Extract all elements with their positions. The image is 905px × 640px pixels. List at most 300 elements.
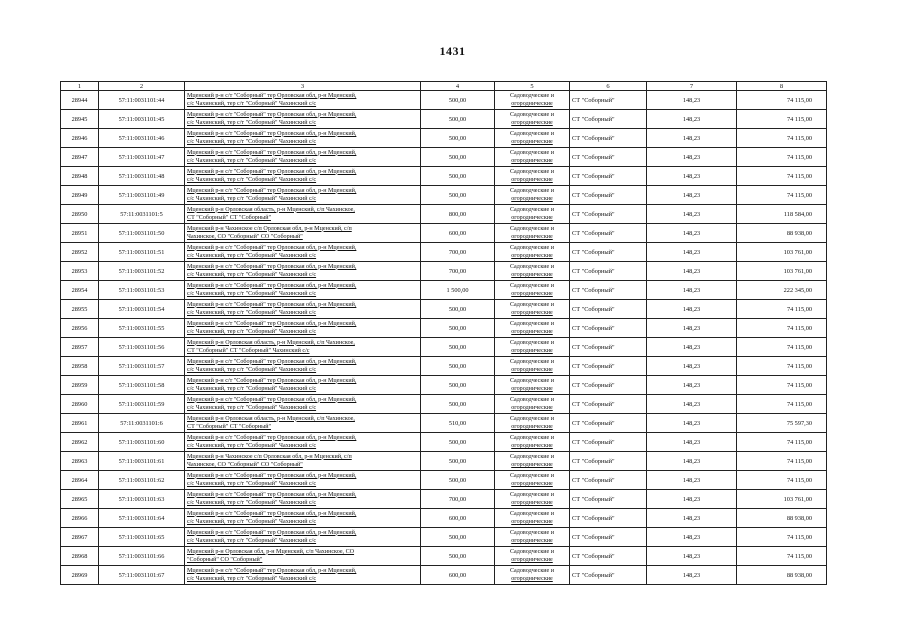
land-use-line: Садоводческие и bbox=[509, 510, 555, 517]
owner-name: СТ "Соборный" bbox=[570, 319, 647, 338]
land-use-line: огороднические bbox=[511, 519, 553, 525]
rate-value: 148,23 bbox=[647, 566, 737, 585]
owner-name: СТ "Соборный" bbox=[570, 547, 647, 566]
cadastral-value: 74 115,00 bbox=[737, 338, 827, 357]
rate-value: 148,23 bbox=[647, 376, 737, 395]
owner-name: СТ "Соборный" bbox=[570, 509, 647, 528]
rate-value: 148,23 bbox=[647, 547, 737, 566]
land-use-line: огороднические bbox=[511, 405, 553, 411]
address-line: с/с Чахинский, тер с/т "Соборный" Чахинский с/с bbox=[187, 253, 317, 259]
cadastral-number: 57:11:0031101:53 bbox=[99, 281, 185, 300]
land-use-cell bbox=[495, 300, 570, 319]
address-line: Мценский р-н с/т "Соборный" тер Орловская обл, р-н Мценский, bbox=[187, 491, 357, 498]
table-row bbox=[61, 129, 827, 148]
address-cell bbox=[185, 262, 421, 281]
area-value: 500,00 bbox=[421, 528, 495, 547]
land-use-line: Садоводческие и bbox=[509, 244, 555, 251]
owner-name: СТ "Соборный" bbox=[570, 167, 647, 186]
land-use-line: Садоводческие и bbox=[509, 130, 555, 137]
land-use-line: огороднические bbox=[511, 234, 553, 240]
land-use-line: Садоводческие и bbox=[509, 377, 555, 384]
land-use-line: огороднические bbox=[511, 196, 553, 202]
address-line: с/с Чахинский, тер с/т "Соборный" Чахинский с/с bbox=[187, 519, 317, 525]
land-use-line: Садоводческие и bbox=[509, 339, 555, 346]
land-use-line: Садоводческие и bbox=[509, 396, 555, 403]
address-cell bbox=[185, 566, 421, 585]
cadastral-number: 57:11:0031101:5 bbox=[99, 205, 185, 224]
land-use-line: огороднические bbox=[511, 329, 553, 335]
cadastral-number: 57:11:0031101:66 bbox=[99, 547, 185, 566]
column-number: 3 bbox=[185, 82, 421, 91]
cadastral-value: 74 115,00 bbox=[737, 167, 827, 186]
cadastral-value: 222 345,00 bbox=[737, 281, 827, 300]
address-cell bbox=[185, 281, 421, 300]
rate-value: 148,23 bbox=[647, 110, 737, 129]
cadastral-value: 88 938,00 bbox=[737, 509, 827, 528]
land-use-line: Садоводческие и bbox=[509, 92, 555, 99]
rate-value: 148,23 bbox=[647, 433, 737, 452]
land-use-line: огороднические bbox=[511, 500, 553, 506]
land-use-line: огороднические bbox=[511, 253, 553, 259]
land-use-cell bbox=[495, 338, 570, 357]
cadastral-value: 74 115,00 bbox=[737, 319, 827, 338]
cadastral-number: 57:11:0031101:58 bbox=[99, 376, 185, 395]
land-use-line: огороднические bbox=[511, 576, 553, 582]
cadastral-value: 74 115,00 bbox=[737, 471, 827, 490]
row-number: 28947 bbox=[61, 148, 99, 167]
land-use-line: огороднические bbox=[511, 557, 553, 563]
cadastral-number: 57:11:0031101:60 bbox=[99, 433, 185, 452]
owner-name: СТ "Соборный" bbox=[570, 262, 647, 281]
address-line: с/с Чахинский, тер с/т "Соборный" Чахинский с/с bbox=[187, 310, 317, 316]
owner-name: СТ "Соборный" bbox=[570, 281, 647, 300]
table-row bbox=[61, 357, 827, 376]
table-row bbox=[61, 91, 827, 110]
table-row bbox=[61, 243, 827, 262]
owner-name: СТ "Соборный" bbox=[570, 357, 647, 376]
area-value: 500,00 bbox=[421, 319, 495, 338]
land-use-line: огороднические bbox=[511, 462, 553, 468]
rate-value: 148,23 bbox=[647, 509, 737, 528]
row-number: 28949 bbox=[61, 186, 99, 205]
area-value: 500,00 bbox=[421, 91, 495, 110]
cadastral-number: 57:11:0031101:44 bbox=[99, 91, 185, 110]
table-row bbox=[61, 395, 827, 414]
address-cell bbox=[185, 243, 421, 262]
rate-value: 148,23 bbox=[647, 224, 737, 243]
cadastral-value: 74 115,00 bbox=[737, 148, 827, 167]
address-cell bbox=[185, 129, 421, 148]
table-row bbox=[61, 490, 827, 509]
rate-value: 148,23 bbox=[647, 281, 737, 300]
address-line: Мценский р-н с/т "Соборный" тер Орловская обл, р-н Мценский, bbox=[187, 320, 357, 327]
table-row bbox=[61, 509, 827, 528]
address-line: Мценский р-н Орловская область, р-н Мценский, с/п Чахинское, bbox=[187, 339, 355, 346]
land-use-line: Садоводческие и bbox=[509, 472, 555, 479]
land-registry-table bbox=[60, 81, 827, 585]
cadastral-value: 74 115,00 bbox=[737, 91, 827, 110]
cadastral-number: 57:11:0031101:64 bbox=[99, 509, 185, 528]
land-use-cell bbox=[495, 262, 570, 281]
cadastral-number: 57:11:0031101:67 bbox=[99, 566, 185, 585]
row-number: 28966 bbox=[61, 509, 99, 528]
owner-name: СТ "Соборный" bbox=[570, 300, 647, 319]
address-line: с/с Чахинский, тер с/т "Соборный" Чахинский с/с bbox=[187, 101, 317, 107]
address-cell bbox=[185, 205, 421, 224]
table-body bbox=[61, 82, 827, 585]
address-cell bbox=[185, 91, 421, 110]
rate-value: 148,23 bbox=[647, 490, 737, 509]
land-use-line: Садоводческие и bbox=[509, 415, 555, 422]
table-row bbox=[61, 566, 827, 585]
table-row bbox=[61, 452, 827, 471]
table-row bbox=[61, 110, 827, 129]
address-line: Мценский р-н с/т "Соборный" тер Орловская обл, р-н Мценский, bbox=[187, 282, 357, 289]
owner-name: СТ "Соборный" bbox=[570, 452, 647, 471]
land-use-line: Садоводческие и bbox=[509, 434, 555, 441]
area-value: 600,00 bbox=[421, 509, 495, 528]
cadastral-value: 74 115,00 bbox=[737, 452, 827, 471]
area-value: 1 500,00 bbox=[421, 281, 495, 300]
land-use-cell bbox=[495, 224, 570, 243]
land-use-line: огороднические bbox=[511, 538, 553, 544]
land-use-cell bbox=[495, 490, 570, 509]
area-value: 500,00 bbox=[421, 357, 495, 376]
area-value: 500,00 bbox=[421, 547, 495, 566]
cadastral-value: 118 584,00 bbox=[737, 205, 827, 224]
address-line: Мценский р-н с/т "Соборный" тер Орловская обл, р-н Мценский, bbox=[187, 92, 357, 99]
cadastral-value: 88 938,00 bbox=[737, 566, 827, 585]
address-line: Мценский р-н с/т "Соборный" тер Орловская обл, р-н Мценский, bbox=[187, 111, 357, 118]
owner-name: СТ "Соборный" bbox=[570, 224, 647, 243]
address-cell bbox=[185, 547, 421, 566]
cadastral-value: 103 761,00 bbox=[737, 490, 827, 509]
cadastral-value: 74 115,00 bbox=[737, 110, 827, 129]
address-line: "Соборный" СО "Соборный" bbox=[187, 557, 263, 563]
land-use-line: огороднические bbox=[511, 158, 553, 164]
area-value: 500,00 bbox=[421, 167, 495, 186]
area-value: 510,00 bbox=[421, 414, 495, 433]
land-use-line: Садоводческие и bbox=[509, 225, 555, 232]
table-row bbox=[61, 338, 827, 357]
land-use-cell bbox=[495, 566, 570, 585]
address-line: Мценский р-н с/т "Соборный" тер Орловская обл, р-н Мценский, bbox=[187, 244, 357, 251]
cadastral-value: 103 761,00 bbox=[737, 243, 827, 262]
row-number: 28958 bbox=[61, 357, 99, 376]
table-row bbox=[61, 205, 827, 224]
row-number: 28945 bbox=[61, 110, 99, 129]
cadastral-number: 57:11:0031101:63 bbox=[99, 490, 185, 509]
land-use-line: Садоводческие и bbox=[509, 320, 555, 327]
address-line: Мценский р-н с/т "Соборный" тер Орловская обл, р-н Мценский, bbox=[187, 149, 357, 156]
cadastral-number: 57:11:0031101:57 bbox=[99, 357, 185, 376]
land-use-line: Садоводческие и bbox=[509, 263, 555, 270]
table-row bbox=[61, 547, 827, 566]
rate-value: 148,23 bbox=[647, 262, 737, 281]
address-line: Мценский р-н Орловская обл, р-н Мценский, с/п Чахинское, СО bbox=[187, 548, 355, 555]
area-value: 700,00 bbox=[421, 490, 495, 509]
cadastral-number: 57:11:0031101:47 bbox=[99, 148, 185, 167]
address-line: с/с Чахинский, тер с/т "Соборный" Чахинский с/с bbox=[187, 386, 317, 392]
cadastral-value: 74 115,00 bbox=[737, 357, 827, 376]
table-row bbox=[61, 319, 827, 338]
land-use-line: Садоводческие и bbox=[509, 301, 555, 308]
land-use-line: огороднические bbox=[511, 443, 553, 449]
area-value: 500,00 bbox=[421, 376, 495, 395]
address-line: с/с Чахинский, тер с/т "Соборный" Чахинский с/с bbox=[187, 329, 317, 335]
table-row bbox=[61, 528, 827, 547]
table-row bbox=[61, 262, 827, 281]
address-line: СТ "Соборный" СТ "Соборный" Чахинский с/с bbox=[187, 348, 310, 354]
address-line: Мценский р-н с/т "Соборный" тер Орловская обл, р-н Мценский, bbox=[187, 377, 357, 384]
address-cell bbox=[185, 186, 421, 205]
land-use-line: огороднические bbox=[511, 272, 553, 278]
land-use-line: Садоводческие и bbox=[509, 168, 555, 175]
land-use-cell bbox=[495, 414, 570, 433]
rate-value: 148,23 bbox=[647, 452, 737, 471]
row-number: 28965 bbox=[61, 490, 99, 509]
area-value: 500,00 bbox=[421, 186, 495, 205]
land-use-cell bbox=[495, 243, 570, 262]
table-row bbox=[61, 167, 827, 186]
address-line: с/с Чахинский, тер с/т "Соборный" Чахинский с/с bbox=[187, 272, 317, 278]
rate-value: 148,23 bbox=[647, 414, 737, 433]
table-row bbox=[61, 433, 827, 452]
address-cell bbox=[185, 395, 421, 414]
land-use-cell bbox=[495, 129, 570, 148]
area-value: 500,00 bbox=[421, 433, 495, 452]
land-use-cell bbox=[495, 205, 570, 224]
row-number: 28959 bbox=[61, 376, 99, 395]
row-number: 28946 bbox=[61, 129, 99, 148]
row-number: 28951 bbox=[61, 224, 99, 243]
cadastral-number: 57:11:0031101:62 bbox=[99, 471, 185, 490]
row-number: 28953 bbox=[61, 262, 99, 281]
land-use-line: огороднические bbox=[511, 424, 553, 430]
cadastral-number: 57:11:0031101:55 bbox=[99, 319, 185, 338]
address-cell bbox=[185, 338, 421, 357]
cadastral-value: 88 938,00 bbox=[737, 224, 827, 243]
owner-name: СТ "Соборный" bbox=[570, 490, 647, 509]
cadastral-value: 74 115,00 bbox=[737, 395, 827, 414]
row-number: 28964 bbox=[61, 471, 99, 490]
rate-value: 148,23 bbox=[647, 338, 737, 357]
land-use-cell bbox=[495, 319, 570, 338]
address-cell bbox=[185, 300, 421, 319]
address-cell bbox=[185, 414, 421, 433]
address-line: с/с Чахинский, тер с/т "Соборный" Чахинский с/с bbox=[187, 120, 317, 126]
land-use-cell bbox=[495, 509, 570, 528]
owner-name: СТ "Соборный" bbox=[570, 91, 647, 110]
address-line: Мценский р-н с/т "Соборный" тер Орловская обл, р-н Мценский, bbox=[187, 434, 357, 441]
land-use-cell bbox=[495, 357, 570, 376]
cadastral-value: 74 115,00 bbox=[737, 129, 827, 148]
address-line: с/с Чахинский, тер с/т "Соборный" Чахинский с/с bbox=[187, 139, 317, 145]
land-use-line: огороднические bbox=[511, 291, 553, 297]
land-use-line: Садоводческие и bbox=[509, 187, 555, 194]
column-number: 7 bbox=[647, 82, 737, 91]
owner-name: СТ "Соборный" bbox=[570, 205, 647, 224]
owner-name: СТ "Соборный" bbox=[570, 129, 647, 148]
table-row bbox=[61, 471, 827, 490]
address-cell bbox=[185, 167, 421, 186]
rate-value: 148,23 bbox=[647, 471, 737, 490]
address-line: с/с Чахинский, тер с/т "Соборный" Чахинский с/с bbox=[187, 367, 317, 373]
address-cell bbox=[185, 433, 421, 452]
land-use-line: огороднические bbox=[511, 139, 553, 145]
rate-value: 148,23 bbox=[647, 395, 737, 414]
cadastral-value: 75 597,30 bbox=[737, 414, 827, 433]
address-line: Мценский р-н с/т "Соборный" тер Орловская обл, р-н Мценский, bbox=[187, 168, 357, 175]
rate-value: 148,23 bbox=[647, 528, 737, 547]
land-use-cell bbox=[495, 395, 570, 414]
row-number: 28952 bbox=[61, 243, 99, 262]
land-use-line: Садоводческие и bbox=[509, 491, 555, 498]
land-use-line: огороднические bbox=[511, 367, 553, 373]
rate-value: 148,23 bbox=[647, 300, 737, 319]
owner-name: СТ "Соборный" bbox=[570, 148, 647, 167]
land-use-cell bbox=[495, 547, 570, 566]
owner-name: СТ "Соборный" bbox=[570, 376, 647, 395]
land-use-cell bbox=[495, 186, 570, 205]
area-value: 500,00 bbox=[421, 471, 495, 490]
row-number: 28954 bbox=[61, 281, 99, 300]
land-use-line: Садоводческие и bbox=[509, 358, 555, 365]
land-use-line: огороднические bbox=[511, 177, 553, 183]
address-line: Мценский р-н с/т "Соборный" тер Орловская обл, р-н Мценский, bbox=[187, 396, 357, 403]
area-value: 700,00 bbox=[421, 262, 495, 281]
address-line: с/с Чахинский, тер с/т "Соборный" Чахинский с/с bbox=[187, 177, 317, 183]
land-use-line: огороднические bbox=[511, 386, 553, 392]
address-line: Мценский р-н Орловская область, р-н Мценский, с/п Чахинское, bbox=[187, 206, 355, 213]
table-row bbox=[61, 300, 827, 319]
row-number: 28969 bbox=[61, 566, 99, 585]
address-line: Чахинское, СО "Соборный" СО "Соборный" bbox=[187, 234, 303, 240]
table-row bbox=[61, 186, 827, 205]
address-cell bbox=[185, 357, 421, 376]
area-value: 500,00 bbox=[421, 110, 495, 129]
owner-name: СТ "Соборный" bbox=[570, 528, 647, 547]
cadastral-number: 57:11:0031101:65 bbox=[99, 528, 185, 547]
table-row bbox=[61, 224, 827, 243]
row-number: 28957 bbox=[61, 338, 99, 357]
area-value: 600,00 bbox=[421, 224, 495, 243]
page-number: 1431 bbox=[439, 44, 466, 58]
table-row bbox=[61, 376, 827, 395]
area-value: 600,00 bbox=[421, 566, 495, 585]
cadastral-number: 57:11:0031101:6 bbox=[99, 414, 185, 433]
address-cell bbox=[185, 148, 421, 167]
rate-value: 148,23 bbox=[647, 357, 737, 376]
land-use-line: Садоводческие и bbox=[509, 282, 555, 289]
land-use-line: Садоводческие и bbox=[509, 111, 555, 118]
cadastral-number: 57:11:0031101:46 bbox=[99, 129, 185, 148]
cadastral-value: 74 115,00 bbox=[737, 186, 827, 205]
land-use-cell bbox=[495, 452, 570, 471]
cadastral-value: 74 115,00 bbox=[737, 300, 827, 319]
cadastral-number: 57:11:0031101:54 bbox=[99, 300, 185, 319]
cadastral-number: 57:11:0031101:49 bbox=[99, 186, 185, 205]
address-cell bbox=[185, 110, 421, 129]
address-line: Мценский р-н Орловская область, р-н Мценский, с/п Чахинское, bbox=[187, 415, 355, 422]
row-number: 28961 bbox=[61, 414, 99, 433]
cadastral-value: 74 115,00 bbox=[737, 528, 827, 547]
address-line: СТ "Соборный" СТ "Соборный" bbox=[187, 215, 271, 221]
land-use-cell bbox=[495, 110, 570, 129]
address-cell bbox=[185, 509, 421, 528]
owner-name: СТ "Соборный" bbox=[570, 110, 647, 129]
land-use-line: Садоводческие и bbox=[509, 453, 555, 460]
address-line: с/с Чахинский, тер с/т "Соборный" Чахинский с/с bbox=[187, 500, 317, 506]
address-line: с/с Чахинский, тер с/т "Соборный" Чахинский с/с bbox=[187, 158, 317, 164]
land-use-line: огороднические bbox=[511, 215, 553, 221]
land-use-line: Садоводческие и bbox=[509, 529, 555, 536]
land-use-line: огороднические bbox=[511, 481, 553, 487]
address-line: с/с Чахинский, тер с/т "Соборный" Чахинский с/с bbox=[187, 196, 317, 202]
rate-value: 148,23 bbox=[647, 243, 737, 262]
row-number: 28962 bbox=[61, 433, 99, 452]
column-number-row bbox=[61, 82, 827, 91]
row-number: 28955 bbox=[61, 300, 99, 319]
rate-value: 148,23 bbox=[647, 319, 737, 338]
owner-name: СТ "Соборный" bbox=[570, 395, 647, 414]
address-cell bbox=[185, 490, 421, 509]
address-line: с/с Чахинский, тер с/т "Соборный" Чахинский с/с bbox=[187, 405, 317, 411]
row-number: 28968 bbox=[61, 547, 99, 566]
land-use-cell bbox=[495, 148, 570, 167]
cadastral-number: 57:11:0031101:59 bbox=[99, 395, 185, 414]
address-cell bbox=[185, 224, 421, 243]
land-use-cell bbox=[495, 433, 570, 452]
address-line: СТ "Соборный" СТ "Соборный" bbox=[187, 424, 271, 430]
land-use-line: Садоводческие и bbox=[509, 206, 555, 213]
owner-name: СТ "Соборный" bbox=[570, 433, 647, 452]
owner-name: СТ "Соборный" bbox=[570, 414, 647, 433]
address-line: Мценский р-н с/т "Соборный" тер Орловская обл, р-н Мценский, bbox=[187, 472, 357, 479]
land-use-line: огороднические bbox=[511, 310, 553, 316]
address-line: Мценский р-н Чахинское с/п Орловская обл, р-н Мценский, с/п bbox=[187, 225, 352, 232]
column-number: 8 bbox=[737, 82, 827, 91]
cadastral-value: 74 115,00 bbox=[737, 376, 827, 395]
row-number: 28944 bbox=[61, 91, 99, 110]
land-use-line: Садоводческие и bbox=[509, 567, 555, 574]
area-value: 500,00 bbox=[421, 452, 495, 471]
land-use-line: огороднические bbox=[511, 348, 553, 354]
area-value: 500,00 bbox=[421, 148, 495, 167]
rate-value: 148,23 bbox=[647, 129, 737, 148]
address-cell bbox=[185, 452, 421, 471]
cadastral-value: 74 115,00 bbox=[737, 547, 827, 566]
column-number: 6 bbox=[570, 82, 647, 91]
address-line: Мценский р-н с/т "Соборный" тер Орловская обл, р-н Мценский, bbox=[187, 187, 357, 194]
land-use-line: Садоводческие и bbox=[509, 149, 555, 156]
land-use-line: Садоводческие и bbox=[509, 548, 555, 555]
table-row bbox=[61, 281, 827, 300]
area-value: 500,00 bbox=[421, 338, 495, 357]
address-cell bbox=[185, 319, 421, 338]
area-value: 700,00 bbox=[421, 243, 495, 262]
address-line: Мценский р-н с/т "Соборный" тер Орловская обл, р-н Мценский, bbox=[187, 529, 357, 536]
column-number: 2 bbox=[99, 82, 185, 91]
address-line: Мценский р-н с/т "Соборный" тер Орловская обл, р-н Мценский, bbox=[187, 510, 357, 517]
address-line: Мценский р-н с/т "Соборный" тер Орловская обл, р-н Мценский, bbox=[187, 358, 357, 365]
row-number: 28960 bbox=[61, 395, 99, 414]
address-line: Мценский р-н с/т "Соборный" тер Орловская обл, р-н Мценский, bbox=[187, 301, 357, 308]
land-use-line: огороднические bbox=[511, 101, 553, 107]
land-use-cell bbox=[495, 471, 570, 490]
rate-value: 148,23 bbox=[647, 167, 737, 186]
rate-value: 148,23 bbox=[647, 91, 737, 110]
